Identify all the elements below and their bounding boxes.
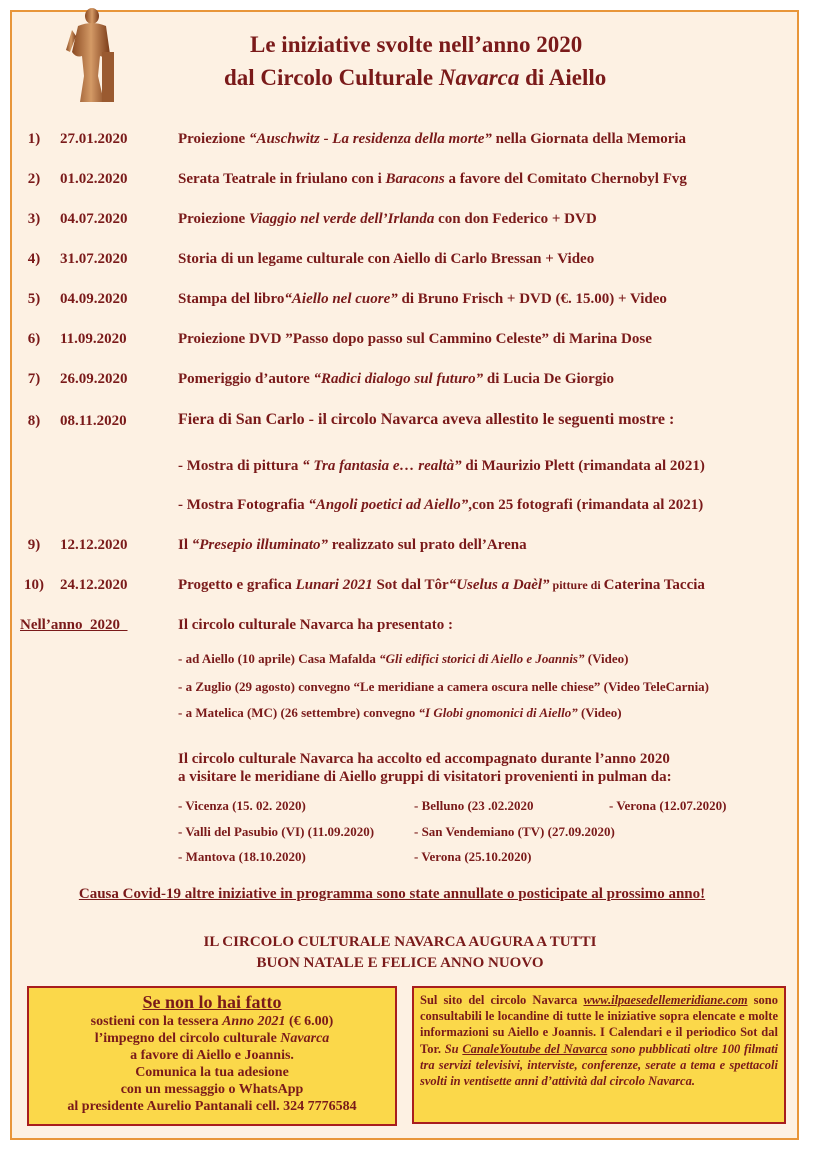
text-segment: Proiezione bbox=[178, 131, 249, 147]
text-segment: - Mostra Fotografia bbox=[178, 497, 309, 513]
visitor-city: - Valli del Pasubio (VI) (11.09.2020) bbox=[178, 824, 375, 839]
item-number: 9) bbox=[27, 537, 41, 553]
item-number: 2) bbox=[27, 171, 41, 187]
greeting-line-2: BUON NATALE E FELICE ANNO NUOVO bbox=[256, 955, 544, 971]
text-segment: - a Zuglio (29 agosto) convegno “Le meridiane a camera oscura nelle chiese” (Video TeleCarnia) bbox=[178, 679, 710, 694]
item-description bbox=[178, 131, 686, 148]
visitor-city: - Vicenza (15. 02. 2020) bbox=[178, 798, 306, 813]
membership-line: al presidente Aurelio Pantanali cell. 324 7776584 bbox=[67, 1099, 357, 1114]
item-description bbox=[178, 577, 705, 594]
item-date: 11.09.2020 bbox=[60, 331, 127, 347]
text-segment: - Mostra di pittura bbox=[178, 458, 303, 474]
item-date: 04.07.2020 bbox=[60, 211, 128, 227]
item-description: Fiera di San Carlo - il circolo Navarca aveva allestito le seguenti mostre : bbox=[178, 411, 675, 428]
text-segment: Stampa del libro bbox=[178, 291, 285, 307]
visitors-text: Il circolo culturale Navarca ha accolto ed accompagnato durante l’anno 2020 bbox=[178, 751, 670, 767]
item-date: 04.09.2020 bbox=[60, 291, 128, 307]
text-segment: Progetto e grafica bbox=[178, 577, 296, 593]
text-segment: Lunari 2021 bbox=[295, 577, 373, 593]
text-segment: di Maurizio Plett (rimandata al 2021) bbox=[461, 458, 705, 474]
text-segment: - ad Aiello (10 aprile) Casa Mafalda bbox=[178, 651, 380, 666]
item-number: 6) bbox=[27, 331, 41, 347]
text-segment: “Uselus a Daèl” bbox=[448, 577, 550, 593]
text-segment: Caterina Taccia bbox=[603, 577, 705, 593]
text-segment: di Lucia De Giorgio bbox=[483, 371, 614, 387]
visitors-text: a visitare le meridiane di Aiello gruppi di visitatori provenienti in pulman da: bbox=[178, 769, 672, 785]
item-date: 12.12.2020 bbox=[60, 537, 128, 553]
text-segment: nella Giornata della Memoria bbox=[491, 131, 687, 147]
visitor-city: - Belluno (23 .02.2020 bbox=[414, 798, 534, 813]
text-segment: “Presepio illuminato” bbox=[191, 537, 329, 553]
membership-heading: Se non lo hai fatto bbox=[142, 992, 282, 1012]
membership-line: sostieni con la tessera Anno 2021 (€ 6.00) bbox=[90, 1014, 334, 1029]
presentation-item bbox=[178, 651, 628, 667]
text-segment: Viaggio nel verde dell’Irlanda bbox=[248, 211, 435, 227]
membership-box bbox=[27, 986, 397, 1126]
year-label: Nell’anno 2020 bbox=[20, 617, 128, 633]
text-segment: “Radici dialogo sul futuro” bbox=[313, 371, 484, 387]
item-number: 1) bbox=[27, 131, 41, 147]
info-box: Sul sito del circolo Navarca www.ilpaesedellemeridiane.com sono consultabili le locandine di tutte le iniziative sopra elencate e molte informazioni su Aiello e Joannis. I Calendari e il periodico Sot dal Tor. Su CanaleYoutube del Navarca sono pubblicati oltre 100 filmati tra servizi televisivi, interviste, conferenze, serate a tema e spettacoli svolti in ventisette anni d’attività dal circolo Navarca. bbox=[412, 986, 786, 1124]
title-line-1: Le iniziative svolte nell’anno 2020 bbox=[250, 32, 583, 57]
text-segment: “I Globi gnomonici di Aiello” bbox=[418, 705, 578, 720]
item-description bbox=[178, 291, 667, 308]
text-segment: - a Matelica (MC) (26 settembre) convegno bbox=[178, 705, 419, 720]
item-date: 26.09.2020 bbox=[60, 371, 128, 387]
exhibition-item bbox=[178, 497, 703, 514]
text-segment: Il bbox=[178, 537, 192, 553]
text-segment: a favore del Comitato Chernobyl Fvg bbox=[444, 171, 687, 187]
item-number: 5) bbox=[27, 291, 41, 307]
text-segment: Storia di un legame culturale con Aiello di Carlo Bressan + Video bbox=[178, 251, 595, 267]
text-segment: pitture di bbox=[549, 578, 604, 592]
item-number: 7) bbox=[27, 371, 41, 387]
item-date: 27.01.2020 bbox=[60, 131, 128, 147]
item-date: 08.11.2020 bbox=[60, 413, 127, 429]
visitor-city: - San Vendemiano (TV) (27.09.2020) bbox=[414, 824, 615, 839]
text-segment: “Gli edifici storici di Aiello e Joannis” bbox=[379, 651, 585, 666]
exhibition-item bbox=[178, 458, 705, 475]
text-segment: con don Federico + DVD bbox=[434, 211, 597, 227]
text-segment: Sot dal Tôr bbox=[372, 577, 449, 593]
title-line-2: dal Circolo Culturale Navarca di Aiello bbox=[224, 65, 607, 90]
text-segment: “Auschwitz - La residenza della morte” bbox=[248, 131, 492, 147]
text-segment: Pomeriggio d’autore bbox=[178, 371, 314, 387]
text-segment: Proiezione DVD ”Passo dopo passo sul Cammino Celeste” di Marina Dose bbox=[178, 331, 652, 347]
item-description bbox=[178, 211, 597, 228]
website-link[interactable]: www.ilpaesedellemeridiane.com bbox=[583, 993, 748, 1007]
youtube-link[interactable]: CanaleYoutube del Navarca bbox=[462, 1041, 608, 1056]
visitor-city: - Mantova (18.10.2020) bbox=[178, 849, 306, 864]
greeting-line-1: IL CIRCOLO CULTURALE NAVARCA AUGURA A TUTTI bbox=[203, 934, 597, 950]
text-segment: Proiezione bbox=[178, 211, 249, 227]
text-segment: di Bruno Frisch + DVD (€. 15.00) + Video bbox=[397, 291, 667, 307]
text-segment: ,con 25 fotografi (rimandata al 2021) bbox=[468, 497, 704, 513]
text-segment: (Video) bbox=[577, 705, 622, 720]
membership-line: a favore di Aiello e Joannis. bbox=[130, 1048, 294, 1063]
item-description bbox=[178, 251, 594, 268]
item-description bbox=[178, 537, 527, 554]
text-segment: realizzato sul prato dell’Arena bbox=[328, 537, 527, 553]
presentation-item bbox=[178, 705, 622, 721]
item-number: 4) bbox=[27, 251, 41, 267]
presentations-heading: Il circolo culturale Navarca ha presentato : bbox=[178, 617, 453, 633]
presentation-item bbox=[178, 679, 709, 695]
text-segment: (Video) bbox=[584, 651, 629, 666]
item-date: 01.02.2020 bbox=[60, 171, 128, 187]
text-segment: “Aiello nel cuore” bbox=[284, 291, 398, 307]
visitor-city: - Verona (25.10.2020) bbox=[414, 849, 532, 864]
item-date: 24.12.2020 bbox=[60, 577, 128, 593]
item-number: 3) bbox=[27, 211, 41, 227]
membership-line: l’impegno del circolo culturale Navarca bbox=[94, 1031, 330, 1046]
item-number: 8) bbox=[27, 413, 41, 429]
text-segment: “Angoli poetici ad Aiello” bbox=[308, 497, 469, 513]
covid-note: Causa Covid-19 altre iniziative in programma sono state annullate o posticipate al prossimo anno! bbox=[78, 886, 706, 902]
membership-line: con un messaggio o WhatsApp bbox=[120, 1082, 304, 1097]
item-description bbox=[178, 331, 652, 348]
item-date: 31.07.2020 bbox=[60, 251, 128, 267]
item-description bbox=[178, 171, 687, 188]
statue-illustration bbox=[60, 6, 122, 106]
item-number: 10) bbox=[24, 577, 44, 593]
membership-line: Comunica la tua adesione bbox=[135, 1065, 289, 1080]
text-segment: “ Tra fantasia e… realtà” bbox=[302, 458, 462, 474]
text-segment: Serata Teatrale in friulano con i bbox=[178, 171, 386, 187]
visitor-city: - Verona (12.07.2020) bbox=[609, 798, 727, 813]
text-segment: Baracons bbox=[385, 171, 445, 187]
item-description bbox=[178, 371, 614, 388]
